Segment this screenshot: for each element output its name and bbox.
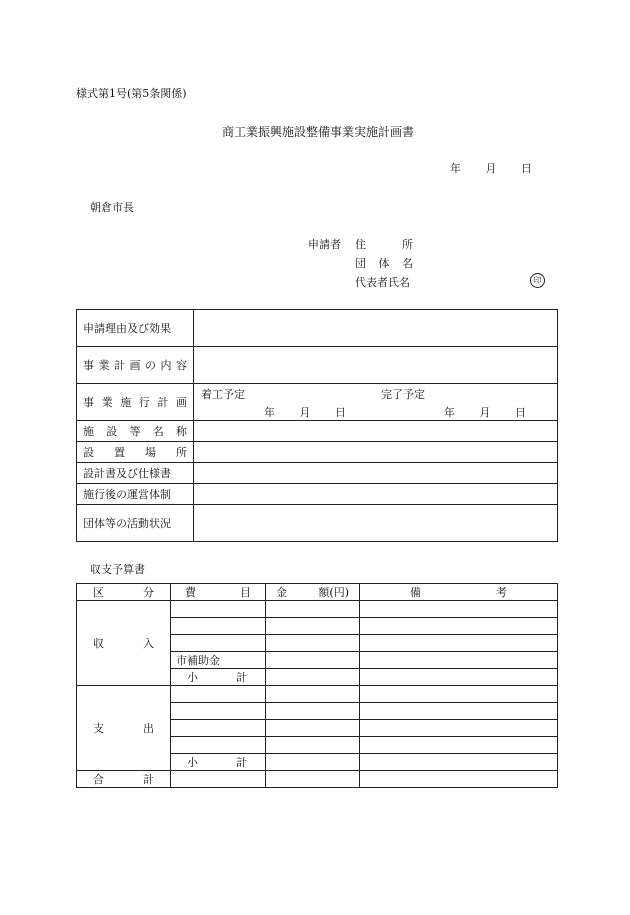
expense-label: 支 出 — [77, 686, 171, 771]
income-amount-cell[interactable] — [266, 652, 360, 669]
plan-row — [77, 463, 558, 484]
plan-label-reason: 申請理由及び効果 — [77, 310, 194, 347]
address-char-1: 住 — [355, 238, 366, 251]
income-amount-cell[interactable] — [266, 669, 360, 686]
expense-item-cell[interactable] — [171, 686, 266, 703]
expense-amount-cell[interactable] — [266, 737, 360, 754]
expense-item-cell[interactable] — [171, 720, 266, 737]
income-amount-cell[interactable] — [266, 635, 360, 652]
income-amount-cell[interactable] — [266, 601, 360, 618]
budget-total-row — [77, 771, 558, 788]
plan-label-facility-name: 施 設 等 名 称 — [77, 421, 194, 442]
date-line — [450, 160, 532, 176]
expense-amount-cell[interactable] — [266, 720, 360, 737]
plan-label-operation: 施行後の運営体制 — [77, 484, 194, 505]
start-date — [264, 404, 346, 420]
plan-value-content[interactable] — [194, 347, 558, 384]
expense-remarks-cell[interactable] — [360, 686, 558, 703]
start-year: 年 — [264, 406, 275, 419]
income-subtotal-label: 小 計 — [171, 669, 266, 686]
plan-value-schedule[interactable] — [194, 384, 558, 421]
plan-value-design-docs[interactable] — [194, 463, 558, 484]
plan-row — [77, 384, 558, 421]
income-amount-cell[interactable] — [266, 618, 360, 635]
plan-row — [77, 484, 558, 505]
header-category: 区 分 — [77, 584, 171, 601]
expense-remarks-cell[interactable] — [360, 737, 558, 754]
income-remarks-cell[interactable] — [360, 601, 558, 618]
start-label: 着工予定 — [201, 388, 245, 401]
income-item-cell[interactable] — [171, 618, 266, 635]
end-year: 年 — [444, 406, 455, 419]
plan-label-design-docs: 設計書及び仕様書 — [77, 463, 194, 484]
addressee: 朝倉市長 — [90, 201, 134, 214]
plan-value-operation[interactable] — [194, 484, 558, 505]
plan-row — [77, 347, 558, 384]
start-day: 日 — [335, 406, 346, 419]
plan-row — [77, 442, 558, 463]
group-char-1: 団 — [355, 257, 366, 270]
plan-value-activity[interactable] — [194, 505, 558, 542]
plan-value-location[interactable] — [194, 442, 558, 463]
end-day: 日 — [515, 406, 526, 419]
seal-icon: 印 — [530, 273, 545, 288]
total-label: 合 計 — [77, 771, 171, 788]
budget-row — [77, 686, 558, 703]
plan-table — [76, 309, 558, 542]
header-remarks: 備 考 — [360, 584, 558, 601]
income-item-cell[interactable] — [171, 635, 266, 652]
expense-remarks-cell[interactable] — [360, 703, 558, 720]
applicant-label: 申請者 — [308, 238, 341, 251]
income-subsidy-label: 市補助金 — [171, 652, 266, 669]
plan-label-content: 事 業 計 画 の 内 容 — [77, 347, 194, 384]
applicant-representative-label: 代表者氏名 — [355, 276, 410, 289]
group-char-2: 体 — [378, 257, 390, 270]
total-remarks-cell[interactable] — [360, 771, 558, 788]
total-item-cell[interactable] — [171, 771, 266, 788]
header-amount: 金 額(円) — [266, 584, 360, 601]
income-remarks-cell[interactable] — [360, 618, 558, 635]
form-number: 様式第1号(第5条関係) — [76, 87, 187, 100]
applicant-address-label — [355, 236, 413, 252]
income-item-cell[interactable] — [171, 601, 266, 618]
end-label: 完了予定 — [381, 388, 425, 401]
date-day: 日 — [521, 162, 532, 175]
start-month: 月 — [299, 406, 311, 419]
plan-row — [77, 505, 558, 542]
budget-row — [77, 601, 558, 618]
date-year: 年 — [450, 162, 461, 175]
plan-row — [77, 421, 558, 442]
expense-item-cell[interactable] — [171, 737, 266, 754]
applicant-group-label — [355, 255, 413, 271]
header-item: 費 目 — [171, 584, 266, 601]
income-label: 収 入 — [77, 601, 171, 686]
plan-label-location: 設 置 場 所 — [77, 442, 194, 463]
expense-item-cell[interactable] — [171, 703, 266, 720]
income-remarks-cell[interactable] — [360, 635, 558, 652]
budget-table — [76, 583, 558, 788]
expense-remarks-cell[interactable] — [360, 720, 558, 737]
budget-heading: 収支予算書 — [90, 563, 145, 576]
end-date — [444, 404, 526, 420]
document-title: 商工業振興施設整備事業実施計画書 — [222, 125, 415, 139]
plan-row — [77, 310, 558, 347]
income-remarks-cell[interactable] — [360, 652, 558, 669]
plan-label-activity: 団体等の活動状況 — [77, 505, 194, 542]
total-amount-cell[interactable] — [266, 771, 360, 788]
address-char-2: 所 — [402, 238, 413, 251]
plan-value-facility-name[interactable] — [194, 421, 558, 442]
end-month: 月 — [479, 406, 491, 419]
income-remarks-cell[interactable] — [360, 669, 558, 686]
budget-header-row — [77, 584, 558, 601]
expense-amount-cell[interactable] — [266, 754, 360, 771]
group-char-3: 名 — [402, 257, 413, 270]
expense-amount-cell[interactable] — [266, 686, 360, 703]
expense-subtotal-label: 小 計 — [171, 754, 266, 771]
date-month: 月 — [485, 162, 497, 175]
expense-amount-cell[interactable] — [266, 703, 360, 720]
plan-value-reason[interactable] — [194, 310, 558, 347]
plan-label-schedule: 事 業 施 行 計 画 — [77, 384, 194, 421]
expense-remarks-cell[interactable] — [360, 754, 558, 771]
